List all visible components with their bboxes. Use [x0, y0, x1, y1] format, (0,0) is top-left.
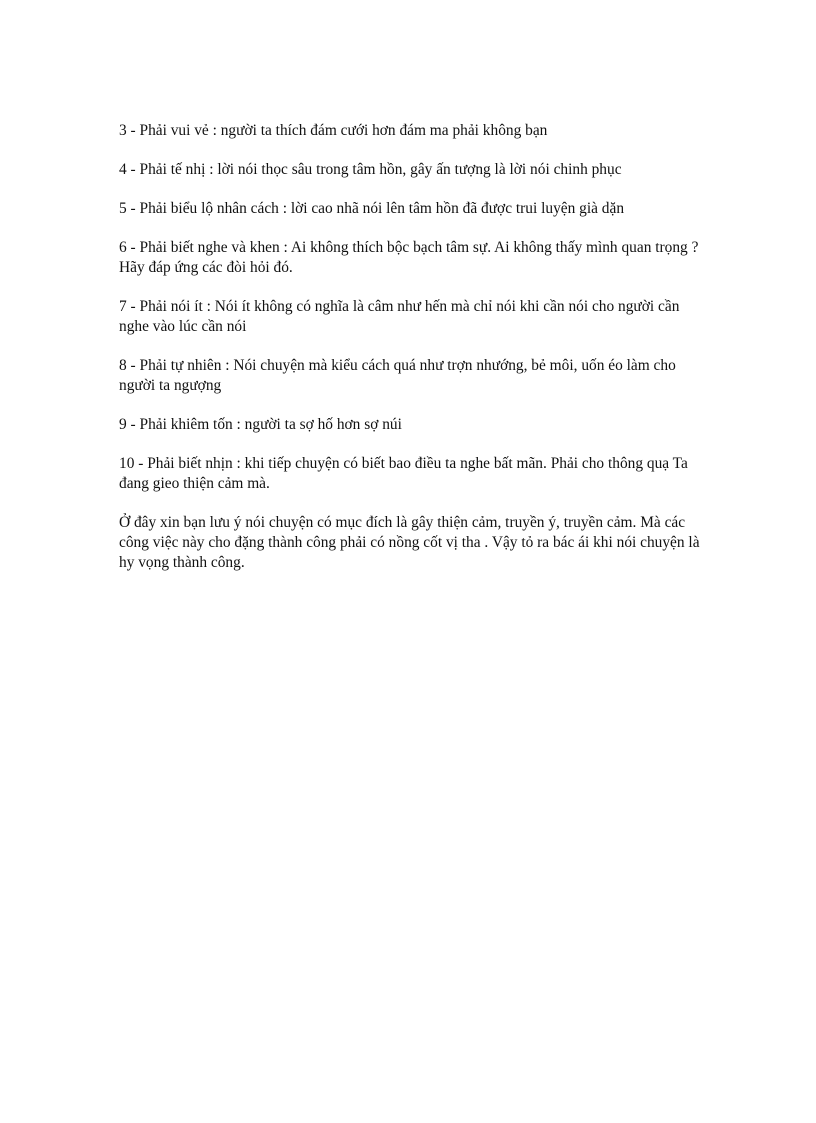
paragraph-item-4: 4 - Phải tế nhị : lời nói thọc sâu trong tâm hồn, gây ấn tượng là lời nói chinh phục — [119, 161, 622, 178]
paragraph-item-10: 10 - Phải biết nhịn : khi tiếp chuyện có biết bao điều ta nghe bất mãn. Phải cho thông quạ Ta đang gieo thiện cảm mà. — [119, 455, 688, 492]
paragraph-item-7: 7 - Phải nói ít : Nói ít không có nghĩa là câm như hến mà chỉ nói khi cần nói cho người cần nghe vào lúc cần nói — [119, 298, 680, 335]
document-body — [119, 121, 709, 592]
closing-paragraph: Ở đây xin bạn lưu ý nói chuyện có mục đích là gây thiện cảm, truyền ý, truyền cảm. Mà các công việc này cho đặng thành công phải có nồng cốt vị tha . Vậy tỏ ra bác ái khi nói chuyện là hy vọng thành công. — [119, 514, 700, 571]
paragraph-item-8: 8 - Phải tự nhiên : Nói chuyện mà kiểu cách quá như trợn nhướng, bẻ môi, uốn éo làm cho người ta ngượng — [119, 357, 676, 394]
paragraph-item-5: 5 - Phải biểu lộ nhân cách : lời cao nhã nói lên tâm hồn đã được trui luyện già dặn — [119, 200, 625, 217]
paragraph-item-9: 9 - Phải khiêm tốn : người ta sợ hố hơn sợ núi — [119, 416, 402, 433]
paragraph-item-3: 3 - Phải vui vẻ : người ta thích đám cưới hơn đám ma phải không bạn — [119, 122, 548, 139]
paragraph-item-6: 6 - Phải biết nghe và khen : Ai không thích bộc bạch tâm sự. Ai không thấy mình quan trọng ? Hãy đáp ứng các đòi hỏi đó. — [119, 239, 699, 276]
